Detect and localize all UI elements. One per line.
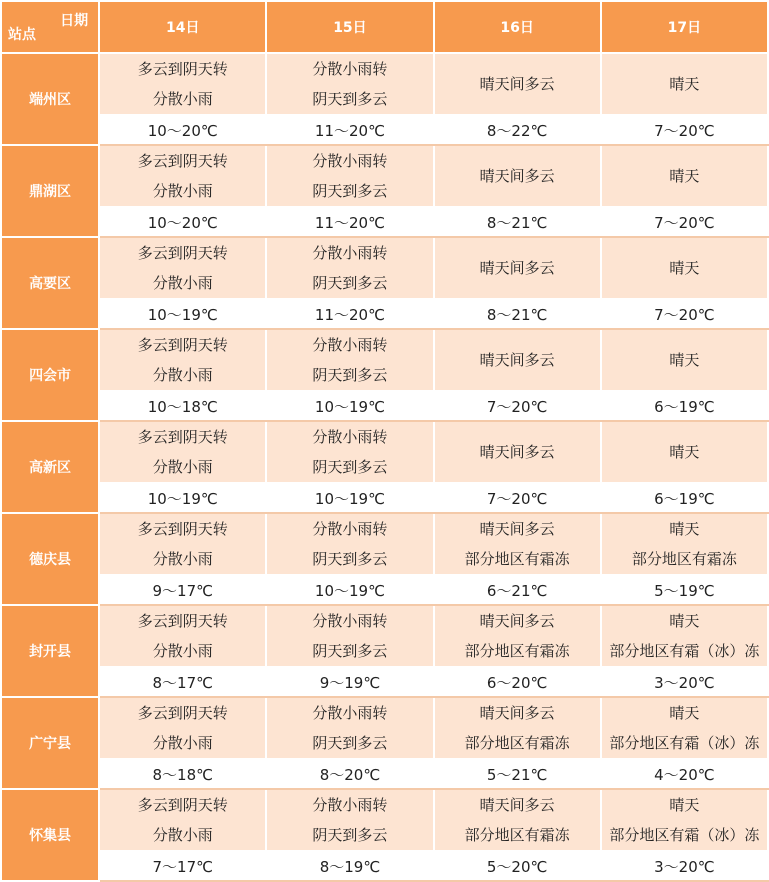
weather-text: 晴天间多云 bbox=[479, 704, 555, 722]
weather-condition-cell bbox=[99, 513, 266, 575]
weather-condition-cell bbox=[99, 421, 266, 483]
date-axis-label: 日期 bbox=[60, 13, 89, 29]
temperature-range-cell: 8～18℃ bbox=[99, 759, 266, 789]
weather-text: 部分地区有霜（冰）冻 bbox=[609, 734, 760, 752]
weather-text: 多云到阴天转 bbox=[137, 612, 228, 630]
weather-text: 分散小雨 bbox=[152, 274, 213, 292]
temperature-range-cell: 7～20℃ bbox=[601, 115, 768, 145]
temperature-range-cell: 9～19℃ bbox=[266, 667, 433, 697]
weather-text: 分散小雨转 bbox=[312, 60, 388, 78]
weather-text: 多云到阴天转 bbox=[137, 428, 228, 446]
temperature-range-cell: 6～21℃ bbox=[434, 575, 601, 605]
weather-text: 阴天到多云 bbox=[312, 274, 388, 292]
weather-condition-cell bbox=[434, 421, 601, 483]
temperature-range-cell: 6～19℃ bbox=[601, 391, 768, 421]
temperature-range-cell: 10～19℃ bbox=[266, 483, 433, 513]
temperature-range-cell: 5～21℃ bbox=[434, 759, 601, 789]
station-name: 四会市 bbox=[1, 329, 99, 421]
weather-text: 晴天间多云 bbox=[479, 520, 555, 538]
weather-condition-cell bbox=[434, 789, 601, 851]
weather-text: 分散小雨转 bbox=[312, 428, 388, 446]
day-header: 17日 bbox=[601, 1, 768, 53]
weather-text: 分散小雨 bbox=[152, 826, 213, 844]
weather-condition-cell bbox=[434, 513, 601, 575]
weather-condition-cell bbox=[601, 789, 768, 851]
weather-condition-cell bbox=[434, 237, 601, 299]
weather-text: 分散小雨 bbox=[152, 550, 213, 568]
temperature-range-cell: 8～21℃ bbox=[434, 299, 601, 329]
weather-condition-cell bbox=[601, 145, 768, 207]
station-name: 怀集县 bbox=[1, 789, 99, 881]
weather-text: 分散小雨转 bbox=[312, 152, 388, 170]
weather-text: 晴天 bbox=[669, 75, 700, 93]
weather-condition-cell bbox=[434, 605, 601, 667]
temperature-range-cell: 10～19℃ bbox=[99, 299, 266, 329]
station-weather-row bbox=[1, 237, 768, 299]
weather-text: 多云到阴天转 bbox=[137, 336, 228, 354]
temperature-range-cell: 10～18℃ bbox=[99, 391, 266, 421]
temperature-range-cell: 8～21℃ bbox=[434, 207, 601, 237]
weather-condition-cell bbox=[266, 421, 433, 483]
weather-text: 部分地区有霜（冰）冻 bbox=[609, 826, 760, 844]
weather-condition-cell bbox=[601, 513, 768, 575]
temperature-range-cell: 7～17℃ bbox=[99, 851, 266, 881]
weather-condition-cell bbox=[601, 53, 768, 115]
forecast-body bbox=[1, 53, 768, 881]
day-header: 14日 bbox=[99, 1, 266, 53]
station-temperature-row bbox=[1, 851, 768, 881]
weather-text: 晴天 bbox=[669, 520, 700, 538]
weather-text: 晴天间多云 bbox=[479, 351, 555, 369]
weather-text: 分散小雨转 bbox=[312, 244, 388, 262]
temperature-range-cell: 5～19℃ bbox=[601, 575, 768, 605]
temperature-range-cell: 10～19℃ bbox=[266, 391, 433, 421]
station-axis-label: 站点 bbox=[8, 27, 36, 43]
temperature-range-cell: 3～20℃ bbox=[601, 851, 768, 881]
weather-text: 分散小雨 bbox=[152, 458, 213, 476]
temperature-range-cell: 9～17℃ bbox=[99, 575, 266, 605]
weather-text: 晴天间多云 bbox=[479, 443, 555, 461]
temperature-range-cell: 10～20℃ bbox=[99, 115, 266, 145]
weather-condition-cell bbox=[601, 237, 768, 299]
weather-text: 阴天到多云 bbox=[312, 642, 388, 660]
weather-text: 分散小雨转 bbox=[312, 612, 388, 630]
day-header: 16日 bbox=[434, 1, 601, 53]
temperature-range-cell: 10～20℃ bbox=[99, 207, 266, 237]
station-weather-row bbox=[1, 53, 768, 115]
weather-text: 晴天 bbox=[669, 167, 700, 185]
day-header: 15日 bbox=[266, 1, 433, 53]
weather-text: 部分地区有霜（冰）冻 bbox=[609, 642, 760, 660]
station-weather-row bbox=[1, 697, 768, 759]
station-temperature-row bbox=[1, 299, 768, 329]
temperature-range-cell: 10～19℃ bbox=[266, 575, 433, 605]
temperature-range-cell: 11～20℃ bbox=[266, 207, 433, 237]
weather-text: 多云到阴天转 bbox=[137, 60, 228, 78]
temperature-range-cell: 8～20℃ bbox=[266, 759, 433, 789]
station-temperature-row bbox=[1, 667, 768, 697]
weather-text: 分散小雨转 bbox=[312, 704, 388, 722]
weather-condition-cell bbox=[266, 329, 433, 391]
weather-text: 晴天间多云 bbox=[479, 259, 555, 277]
weather-text: 阴天到多云 bbox=[312, 366, 388, 384]
temperature-range-cell: 6～20℃ bbox=[434, 667, 601, 697]
temperature-range-cell: 7～20℃ bbox=[434, 391, 601, 421]
weather-text: 部分地区有霜冻 bbox=[464, 826, 570, 844]
weather-condition-cell bbox=[434, 697, 601, 759]
station-name: 高新区 bbox=[1, 421, 99, 513]
weather-text: 多云到阴天转 bbox=[137, 796, 228, 814]
weather-text: 分散小雨转 bbox=[312, 336, 388, 354]
temperature-range-cell: 11～20℃ bbox=[266, 299, 433, 329]
weather-condition-cell bbox=[266, 697, 433, 759]
weather-condition-cell bbox=[99, 789, 266, 851]
weather-text: 部分地区有霜冻 bbox=[464, 734, 570, 752]
weather-condition-cell bbox=[601, 421, 768, 483]
temperature-range-cell: 7～20℃ bbox=[434, 483, 601, 513]
weather-text: 阴天到多云 bbox=[312, 458, 388, 476]
station-temperature-row bbox=[1, 115, 768, 145]
weather-text: 阴天到多云 bbox=[312, 550, 388, 568]
station-temperature-row bbox=[1, 391, 768, 421]
weather-condition-cell bbox=[99, 145, 266, 207]
weather-text: 分散小雨转 bbox=[312, 520, 388, 538]
weather-text: 多云到阴天转 bbox=[137, 704, 228, 722]
weather-condition-cell bbox=[266, 53, 433, 115]
weather-text: 晴天间多云 bbox=[479, 167, 555, 185]
weather-condition-cell bbox=[266, 145, 433, 207]
station-weather-row bbox=[1, 421, 768, 483]
weather-condition-cell bbox=[601, 697, 768, 759]
weather-text: 晴天 bbox=[669, 704, 700, 722]
header-row bbox=[1, 1, 768, 53]
weather-text: 分散小雨 bbox=[152, 734, 213, 752]
station-name: 端州区 bbox=[1, 53, 99, 145]
weather-text: 分散小雨 bbox=[152, 90, 213, 108]
temperature-range-cell: 11～20℃ bbox=[266, 115, 433, 145]
weather-text: 部分地区有霜冻 bbox=[464, 550, 570, 568]
temperature-range-cell: 7～20℃ bbox=[601, 207, 768, 237]
station-temperature-row bbox=[1, 759, 768, 789]
weather-condition-cell bbox=[266, 237, 433, 299]
weather-condition-cell bbox=[99, 605, 266, 667]
station-name: 封开县 bbox=[1, 605, 99, 697]
weather-condition-cell bbox=[266, 789, 433, 851]
temperature-range-cell: 8～19℃ bbox=[266, 851, 433, 881]
weather-condition-cell bbox=[99, 53, 266, 115]
weather-condition-cell bbox=[99, 697, 266, 759]
weather-condition-cell bbox=[434, 53, 601, 115]
weather-text: 多云到阴天转 bbox=[137, 520, 228, 538]
weather-condition-cell bbox=[601, 605, 768, 667]
weather-text: 晴天 bbox=[669, 796, 700, 814]
weather-text: 分散小雨转 bbox=[312, 796, 388, 814]
temperature-range-cell: 10～19℃ bbox=[99, 483, 266, 513]
weather-text: 阴天到多云 bbox=[312, 826, 388, 844]
weather-text: 晴天间多云 bbox=[479, 796, 555, 814]
weather-text: 分散小雨 bbox=[152, 642, 213, 660]
station-temperature-row bbox=[1, 483, 768, 513]
station-name: 广宁县 bbox=[1, 697, 99, 789]
weather-text: 部分地区有霜冻 bbox=[464, 642, 570, 660]
weather-condition-cell bbox=[434, 329, 601, 391]
weather-text: 阴天到多云 bbox=[312, 90, 388, 108]
weather-condition-cell bbox=[99, 237, 266, 299]
weather-text: 阴天到多云 bbox=[312, 182, 388, 200]
weather-condition-cell bbox=[266, 513, 433, 575]
station-name: 高要区 bbox=[1, 237, 99, 329]
weather-text: 分散小雨 bbox=[152, 182, 213, 200]
station-temperature-row bbox=[1, 575, 768, 605]
station-weather-row bbox=[1, 329, 768, 391]
temperature-range-cell: 8～22℃ bbox=[434, 115, 601, 145]
weather-text: 部分地区有霜冻 bbox=[631, 550, 737, 568]
corner-header bbox=[1, 1, 99, 53]
weather-text: 多云到阴天转 bbox=[137, 244, 228, 262]
station-temperature-row bbox=[1, 207, 768, 237]
station-weather-row bbox=[1, 513, 768, 575]
temperature-range-cell: 6～19℃ bbox=[601, 483, 768, 513]
station-name: 鼎湖区 bbox=[1, 145, 99, 237]
station-weather-row bbox=[1, 605, 768, 667]
weather-text: 晴天间多云 bbox=[479, 612, 555, 630]
weather-text: 多云到阴天转 bbox=[137, 152, 228, 170]
station-weather-row bbox=[1, 789, 768, 851]
weather-text: 阴天到多云 bbox=[312, 734, 388, 752]
weather-condition-cell bbox=[99, 329, 266, 391]
weather-text: 晴天 bbox=[669, 443, 700, 461]
weather-text: 晴天间多云 bbox=[479, 75, 555, 93]
weather-text: 晴天 bbox=[669, 612, 700, 630]
temperature-range-cell: 5～20℃ bbox=[434, 851, 601, 881]
weather-text: 晴天 bbox=[669, 259, 700, 277]
temperature-range-cell: 4～20℃ bbox=[601, 759, 768, 789]
weather-condition-cell bbox=[266, 605, 433, 667]
temperature-range-cell: 8～17℃ bbox=[99, 667, 266, 697]
temperature-range-cell: 3～20℃ bbox=[601, 667, 768, 697]
temperature-range-cell: 7～20℃ bbox=[601, 299, 768, 329]
weather-text: 分散小雨 bbox=[152, 366, 213, 384]
station-name: 德庆县 bbox=[1, 513, 99, 605]
weather-text: 晴天 bbox=[669, 351, 700, 369]
weather-condition-cell bbox=[601, 329, 768, 391]
weather-condition-cell bbox=[434, 145, 601, 207]
station-weather-row bbox=[1, 145, 768, 207]
